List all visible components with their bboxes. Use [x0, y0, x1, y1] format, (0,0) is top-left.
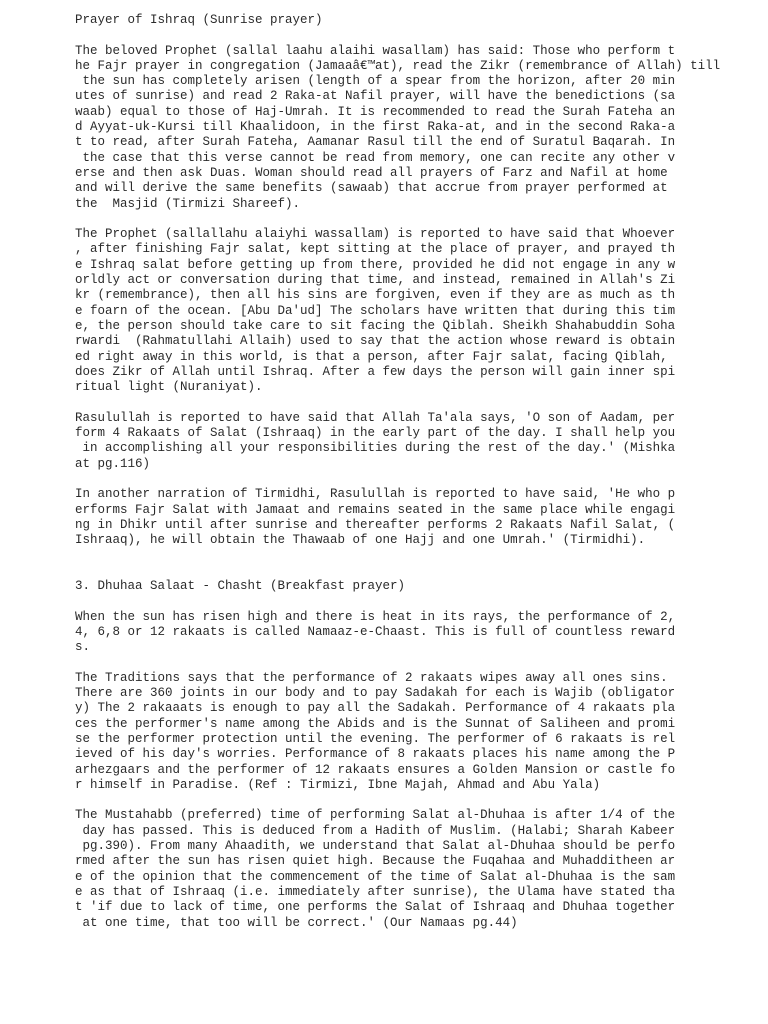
paragraph-1 — [75, 44, 765, 212]
spacer — [75, 793, 765, 808]
text-line: kr (remembrance), then all his sins are forgiven, even if they are as much as th — [75, 288, 676, 303]
text-line: s. — [75, 640, 91, 655]
spacer — [75, 395, 765, 410]
text-line: The Traditions says that the performance of 2 rakaats wipes away all ones sins. — [75, 670, 668, 685]
text-line: at one time, that too will be correct.' (Our Namaas pg.44) — [75, 915, 518, 930]
text-line: ces the performer's name among the Abids and is the Sunnat of Saliheen and promi — [75, 716, 676, 731]
text-line: d Ayyat-uk-Kursi till Khaalidoon, in the first Raka-at, and in the second Raka-a — [75, 120, 676, 135]
text-line: ieved of his day's worries. Performance of 8 rakaats places his name among the P — [75, 747, 676, 762]
section-heading: 3. Dhuhaa Salaat - Chasht (Breakfast prayer) — [75, 578, 406, 593]
spacer — [75, 28, 765, 43]
text-line: in accomplishing all your responsibilities during the rest of the day.' (Mishka — [75, 441, 676, 456]
text-line: 4, 6,8 or 12 rakaats is called Namaaz-e-Chaast. This is full of countless reward — [75, 624, 676, 639]
text-line: day has passed. This is deduced from a Hadith of Muslim. (Halabi; Sharah Kabeer — [75, 823, 676, 838]
spacer — [75, 212, 765, 227]
text-line: waab) equal to those of Haj-Umrah. It is recommended to read the Surah Fateha an — [75, 104, 676, 119]
text-line: arhezgaars and the performer of 12 rakaats ensures a Golden Mansion or castle fo — [75, 762, 676, 777]
spacer — [75, 655, 765, 670]
text-line: erse and then ask Duas. Woman should read all prayers of Farz and Nafil at home — [75, 165, 668, 180]
text-line: Ishraaq), he will obtain the Thawaab of one Hajj and one Umrah.' (Tirmidhi). — [75, 533, 646, 548]
document-body — [75, 13, 765, 931]
text-line: y) The 2 rakaaats is enough to pay all the Sadakah. Performance of 4 rakaats pla — [75, 701, 676, 716]
text-line: orldly act or conversation during that time, and instead, remained in Allah's Zi — [75, 273, 676, 288]
text-line: When the sun has risen high and there is heat in its rays, the performance of 2, — [75, 609, 676, 624]
text-line: , after finishing Fajr salat, kept sitting at the place of prayer, and prayed th — [75, 242, 676, 257]
text-line: erforms Fajr Salat with Jamaat and remains seated in the same place while engagi — [75, 502, 676, 517]
paragraph-6 — [75, 671, 765, 793]
text-line: the case that this verse cannot be read from memory, one can recite any other v — [75, 150, 676, 165]
text-line: the sun has completely arisen (length of a spear from the horizon, after 20 min — [75, 74, 676, 89]
text-line: There are 360 joints in our body and to pay Sadakah for each is Wajib (obligator — [75, 686, 676, 701]
document-title: Prayer of Ishraq (Sunrise prayer) — [75, 13, 323, 27]
text-line: ed right away in this world, is that a person, after Fajr salat, facing Qiblah, — [75, 349, 668, 364]
text-line: e as that of Ishraaq (i.e. immediately after sunrise), the Ulama have stated tha — [75, 884, 676, 899]
text-line: rmed after the sun has risen quiet high. Because the Fuqahaa and Muhadditheen ar — [75, 854, 676, 869]
text-line: e, the person should take care to sit facing the Qiblah. Sheikh Shahabuddin Soha — [75, 318, 676, 333]
text-line: utes of sunrise) and read 2 Raka-at Nafil prayer, will have the benedictions (sa — [75, 89, 676, 104]
text-line: e Ishraq salat before getting up from there, provided he did not engage in any w — [75, 257, 676, 272]
text-line: The beloved Prophet (sallal laahu alaihi wasallam) has said: Those who perform t — [75, 43, 676, 58]
text-line: he Fajr prayer in congregation (Jamaaâ€™at), read the Zikr (remembrance of Allah) till — [75, 58, 721, 73]
text-line: se the performer protection until the evening. The performer of 6 rakaats is rel — [75, 731, 676, 746]
text-line: e of the opinion that the commencement of the time of Salat al-Dhuhaa is the sam — [75, 869, 676, 884]
text-line: t to read, after Surah Fateha, Aamanar Rasul till the end of Suratul Baqarah. In — [75, 135, 676, 150]
text-line: In another narration of Tirmidhi, Rasulullah is reported to have said, 'He who p — [75, 487, 676, 502]
text-line: ng in Dhikr until after sunrise and thereafter performs 2 Rakaats Nafil Salat, ( — [75, 517, 676, 532]
paragraph-3 — [75, 411, 765, 472]
paragraph-7 — [75, 808, 765, 930]
text-line: t 'if due to lack of time, one performs the Salat of Ishraaq and Dhuhaa together — [75, 900, 676, 915]
spacer — [75, 472, 765, 487]
spacer — [75, 548, 765, 579]
text-line: and will derive the same benefits (sawaab) that accrue from prayer performed at — [75, 181, 668, 196]
text-line: does Zikr of Allah until Ishraq. After a few days the person will gain inner spi — [75, 364, 676, 379]
text-line: pg.390). From many Ahaadith, we understand that Salat al-Dhuhaa should be perfo — [75, 839, 676, 854]
text-line: rwardi (Rahmatullahi Allaih) used to say that the action whose reward is obtain — [75, 334, 676, 349]
text-line: at pg.116) — [75, 456, 151, 471]
text-line: Rasulullah is reported to have said that Allah Ta'ala says, 'O son of Aadam, per — [75, 410, 676, 425]
spacer — [75, 594, 765, 609]
text-line: ritual light (Nuraniyat). — [75, 380, 263, 395]
text-line: r himself in Paradise. (Ref : Tirmizi, Ibne Majah, Ahmad and Abu Yala) — [75, 777, 601, 792]
text-line: the Masjid (Tirmizi Shareef). — [75, 196, 301, 211]
text-line: The Mustahabb (preferred) time of performing Salat al-Dhuhaa is after 1/4 of the — [75, 808, 676, 823]
paragraph-5 — [75, 610, 765, 656]
text-line: The Prophet (sallallahu alaiyhi wassallam) is reported to have said that Whoever — [75, 227, 676, 242]
text-line: e foarn of the ocean. [Abu Da'ud] The scholars have written that during this tim — [75, 303, 676, 318]
text-line: form 4 Rakaats of Salat (Ishraaq) in the early part of the day. I shall help you — [75, 426, 676, 441]
paragraph-4 — [75, 487, 765, 548]
paragraph-2 — [75, 227, 765, 395]
